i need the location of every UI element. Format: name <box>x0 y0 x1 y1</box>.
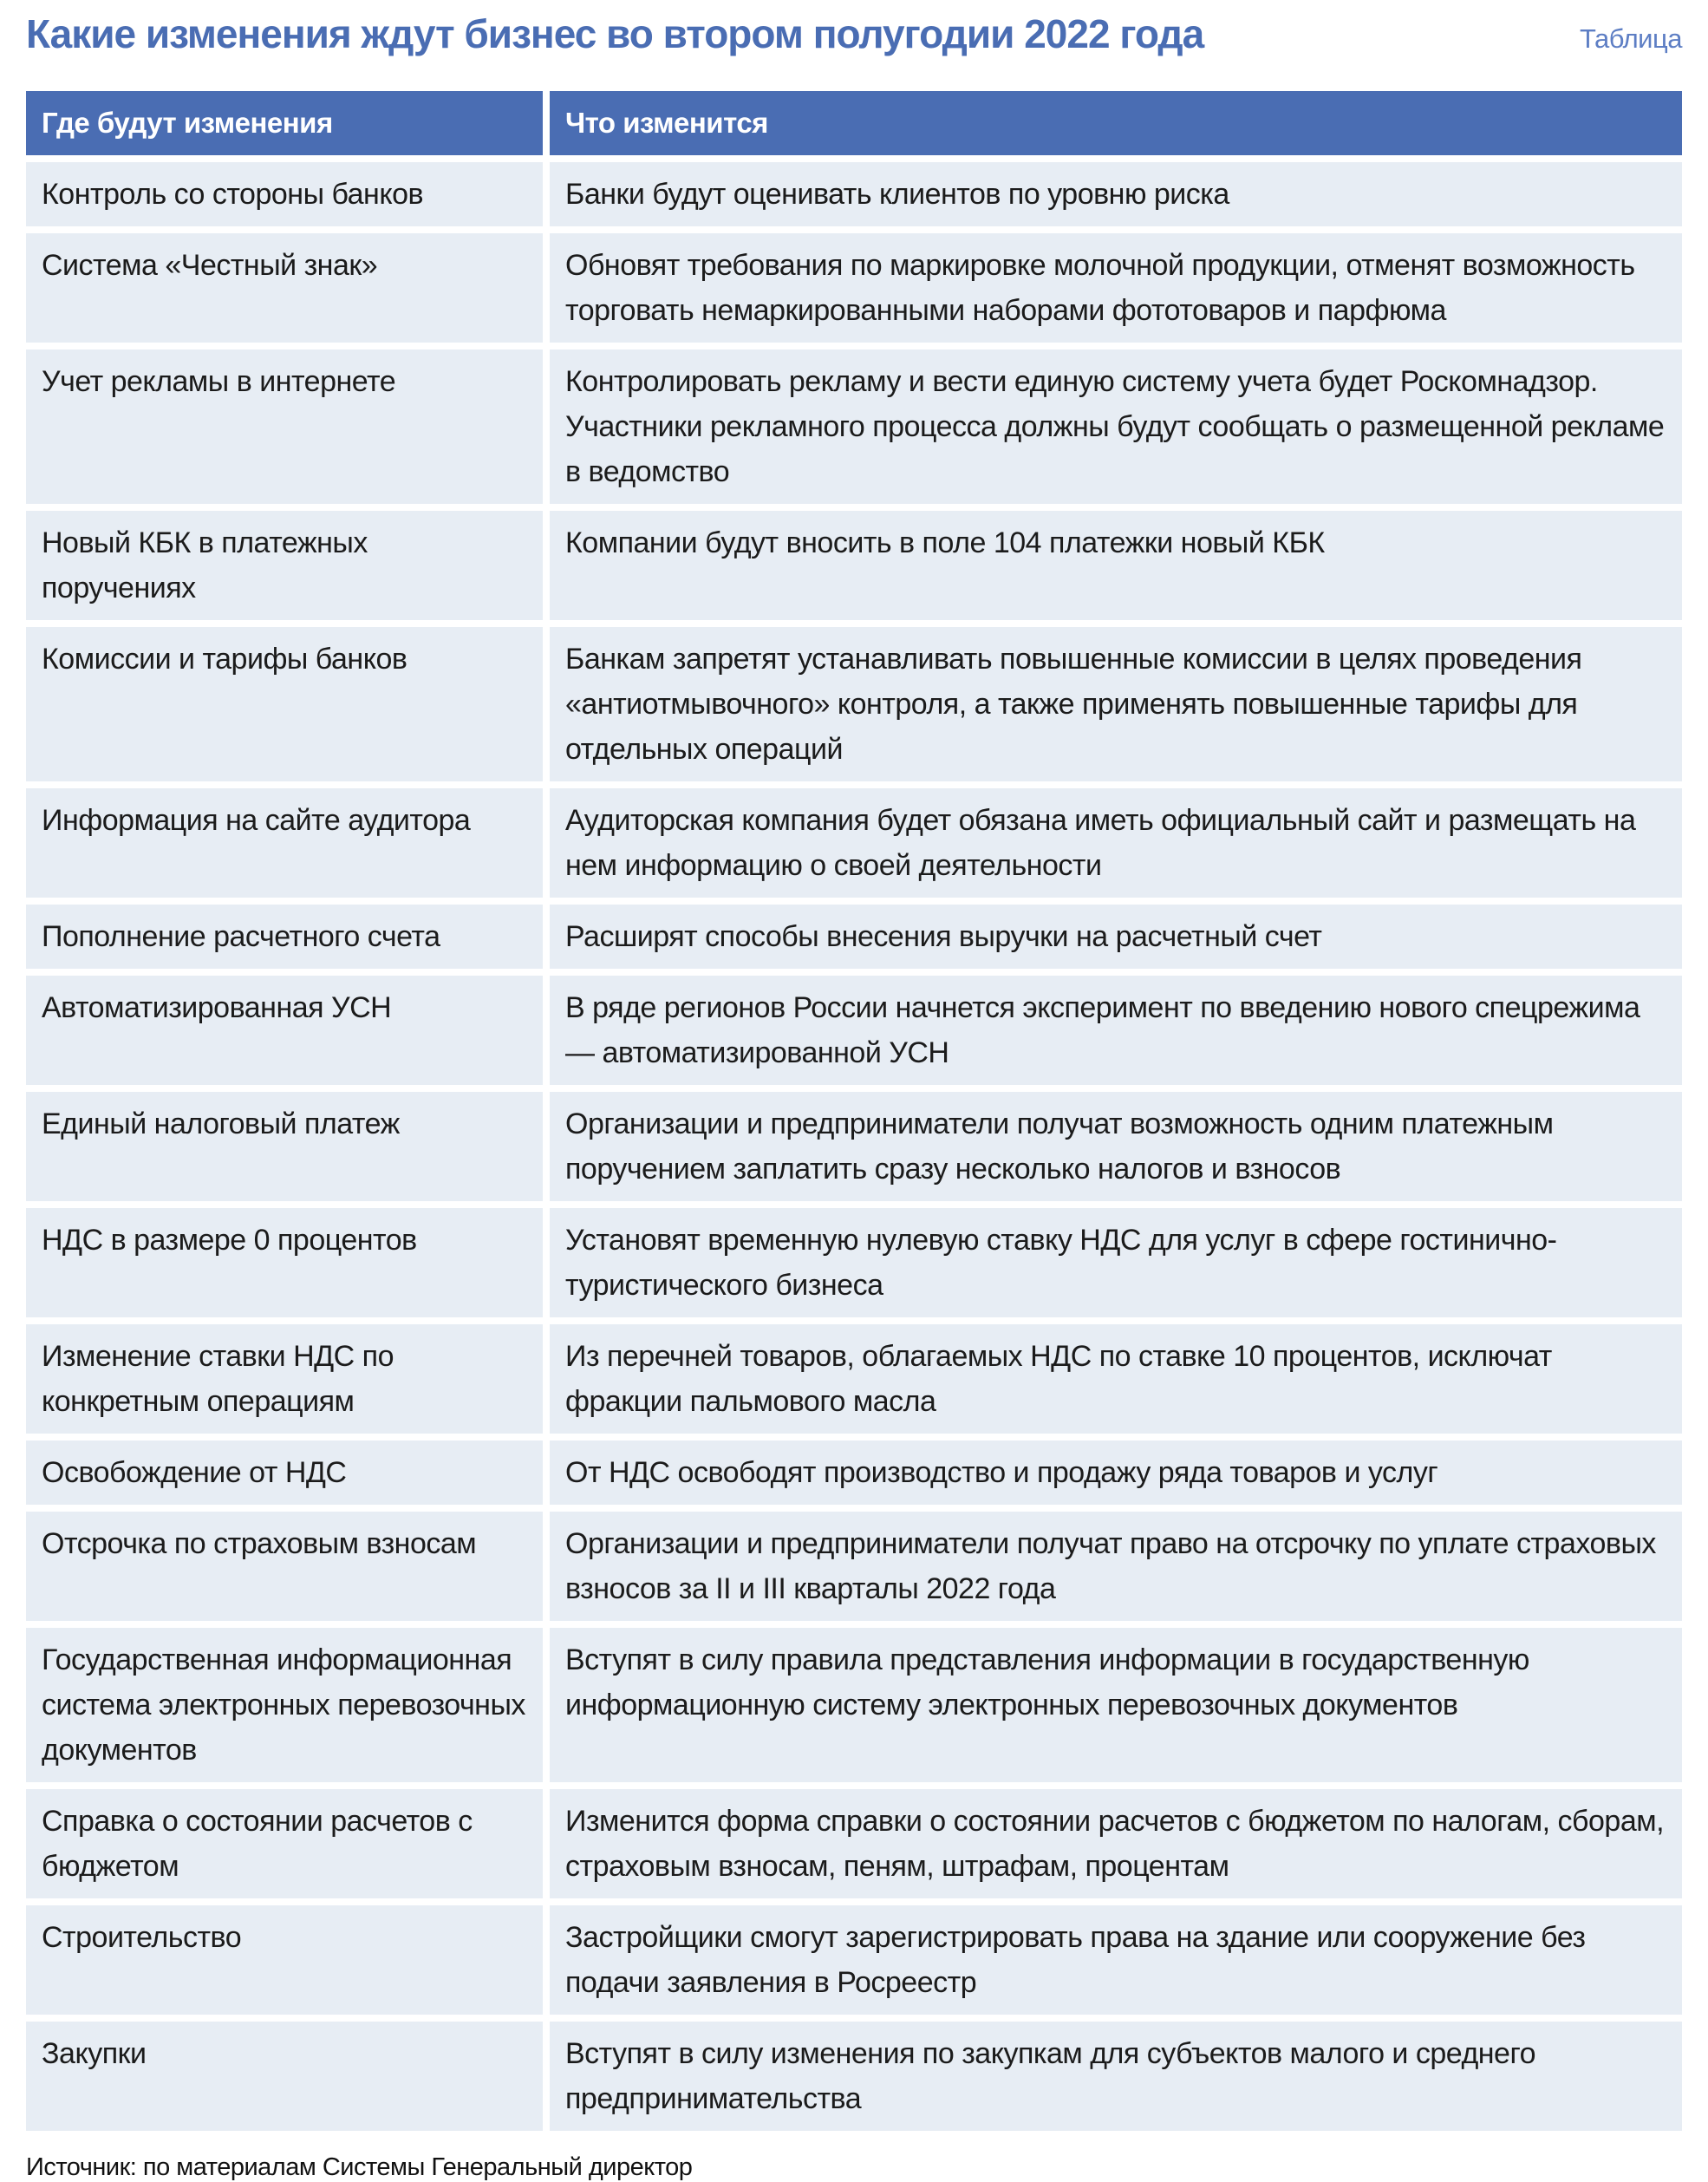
change-description-cell: В ряде регионов России начнется эксперимент по введению нового спецрежима — автоматизированной УСН <box>550 976 1682 1085</box>
change-area-cell: НДС в размере 0 процентов <box>26 1208 543 1317</box>
change-area-cell: Информация на сайте аудитора <box>26 788 543 898</box>
change-description-cell: Аудиторская компания будет обязана иметь официальный сайт и размещать на нем информацию о своей деятельности <box>550 788 1682 898</box>
kicker-label: Таблица <box>1579 23 1682 54</box>
change-description-cell: Вступят в силу изменения по закупкам для субъектов малого и среднего предпринимательства <box>550 2022 1682 2131</box>
change-description-cell: Изменится форма справки о состоянии расчетов с бюджетом по налогам, сборам, страховым взносам, пеням, штрафам, процентам <box>550 1789 1682 1898</box>
table-row <box>26 905 1682 969</box>
change-description-cell: Компании будут вносить в поле 104 платежки новый КБК <box>550 511 1682 620</box>
table-row <box>26 1324 1682 1434</box>
change-description-cell: Установят временную нулевую ставку НДС для услуг в сфере гостинично-туристического бизнеса <box>550 1208 1682 1317</box>
source-note: Источник: по материалам Системы Генеральный директор <box>26 2153 693 2181</box>
change-area-cell: Отсрочка по страховым взносам <box>26 1512 543 1621</box>
change-area-cell: Пополнение расчетного счета <box>26 905 543 969</box>
change-description-cell: Банки будут оценивать клиентов по уровню риска <box>550 162 1682 226</box>
change-description-cell: Организации и предприниматели получат возможность одним платежным поручением заплатить сразу несколько налогов и взносов <box>550 1092 1682 1201</box>
change-area-cell: Комиссии и тарифы банков <box>26 627 543 781</box>
table-row <box>26 1092 1682 1201</box>
change-area-cell: Система «Честный знак» <box>26 233 543 343</box>
table-row <box>26 1628 1682 1782</box>
change-description-cell: От НДС освободят производство и продажу ряда товаров и услуг <box>550 1441 1682 1505</box>
table-row <box>26 788 1682 898</box>
table-row <box>26 976 1682 1085</box>
table-row <box>26 162 1682 226</box>
change-area-cell: Новый КБК в платежных поручениях <box>26 511 543 620</box>
change-description-cell: Вступят в силу правила представления информации в государственную информационную систему электронных перевозочных документов <box>550 1628 1682 1782</box>
table-row <box>26 2022 1682 2131</box>
table-row <box>26 1512 1682 1621</box>
page-title: Какие изменения ждут бизнес во втором полугодии 2022 года <box>26 11 1204 56</box>
change-area-cell: Государственная информационная система электронных перевозочных документов <box>26 1628 543 1782</box>
change-area-cell: Освобождение от НДС <box>26 1441 543 1505</box>
change-description-cell: Расширят способы внесения выручки на расчетный счет <box>550 905 1682 969</box>
table-row <box>26 1208 1682 1317</box>
changes-table <box>26 91 1682 2131</box>
change-area-cell: Строительство <box>26 1905 543 2015</box>
change-description-cell: Застройщики смогут зарегистрировать права на здание или сооружение без подачи заявления в Росреестр <box>550 1905 1682 2015</box>
change-area-cell: Учет рекламы в интернете <box>26 350 543 504</box>
table-row <box>26 350 1682 504</box>
table-header-row <box>26 91 1682 155</box>
change-description-cell: Обновят требования по маркировке молочной продукции, отменят возможность торговать немаркированными наборами фототоваров и парфюма <box>550 233 1682 343</box>
column-header-what: Что изменится <box>550 91 1682 155</box>
table-row <box>26 1441 1682 1505</box>
change-description-cell: Банкам запретят устанавливать повышенные комиссии в целях проведения «антиотмывочного» контроля, а также применять повышенные тарифы для отдельных операций <box>550 627 1682 781</box>
change-area-cell: Изменение ставки НДС по конкретным операциям <box>26 1324 543 1434</box>
table-row <box>26 1905 1682 2015</box>
change-description-cell: Контролировать рекламу и вести единую систему учета будет Роскомнадзор. Участники рекламного процесса должны будут сообщать о размещенной рекламе в ведомство <box>550 350 1682 504</box>
change-area-cell: Единый налоговый платеж <box>26 1092 543 1201</box>
change-area-cell: Контроль со стороны банков <box>26 162 543 226</box>
change-area-cell: Закупки <box>26 2022 543 2131</box>
table-row <box>26 627 1682 781</box>
change-description-cell: Организации и предприниматели получат право на отсрочку по уплате страховых взносов за II и III кварталы 2022 года <box>550 1512 1682 1621</box>
table-row <box>26 233 1682 343</box>
change-description-cell: Из перечней товаров, облагаемых НДС по ставке 10 процентов, исключат фракции пальмового масла <box>550 1324 1682 1434</box>
table-row <box>26 511 1682 620</box>
table-row <box>26 1789 1682 1898</box>
change-area-cell: Автоматизированная УСН <box>26 976 543 1085</box>
column-header-where: Где будут изменения <box>26 91 543 155</box>
header-bar <box>26 12 1682 56</box>
change-area-cell: Справка о состоянии расчетов с бюджетом <box>26 1789 543 1898</box>
